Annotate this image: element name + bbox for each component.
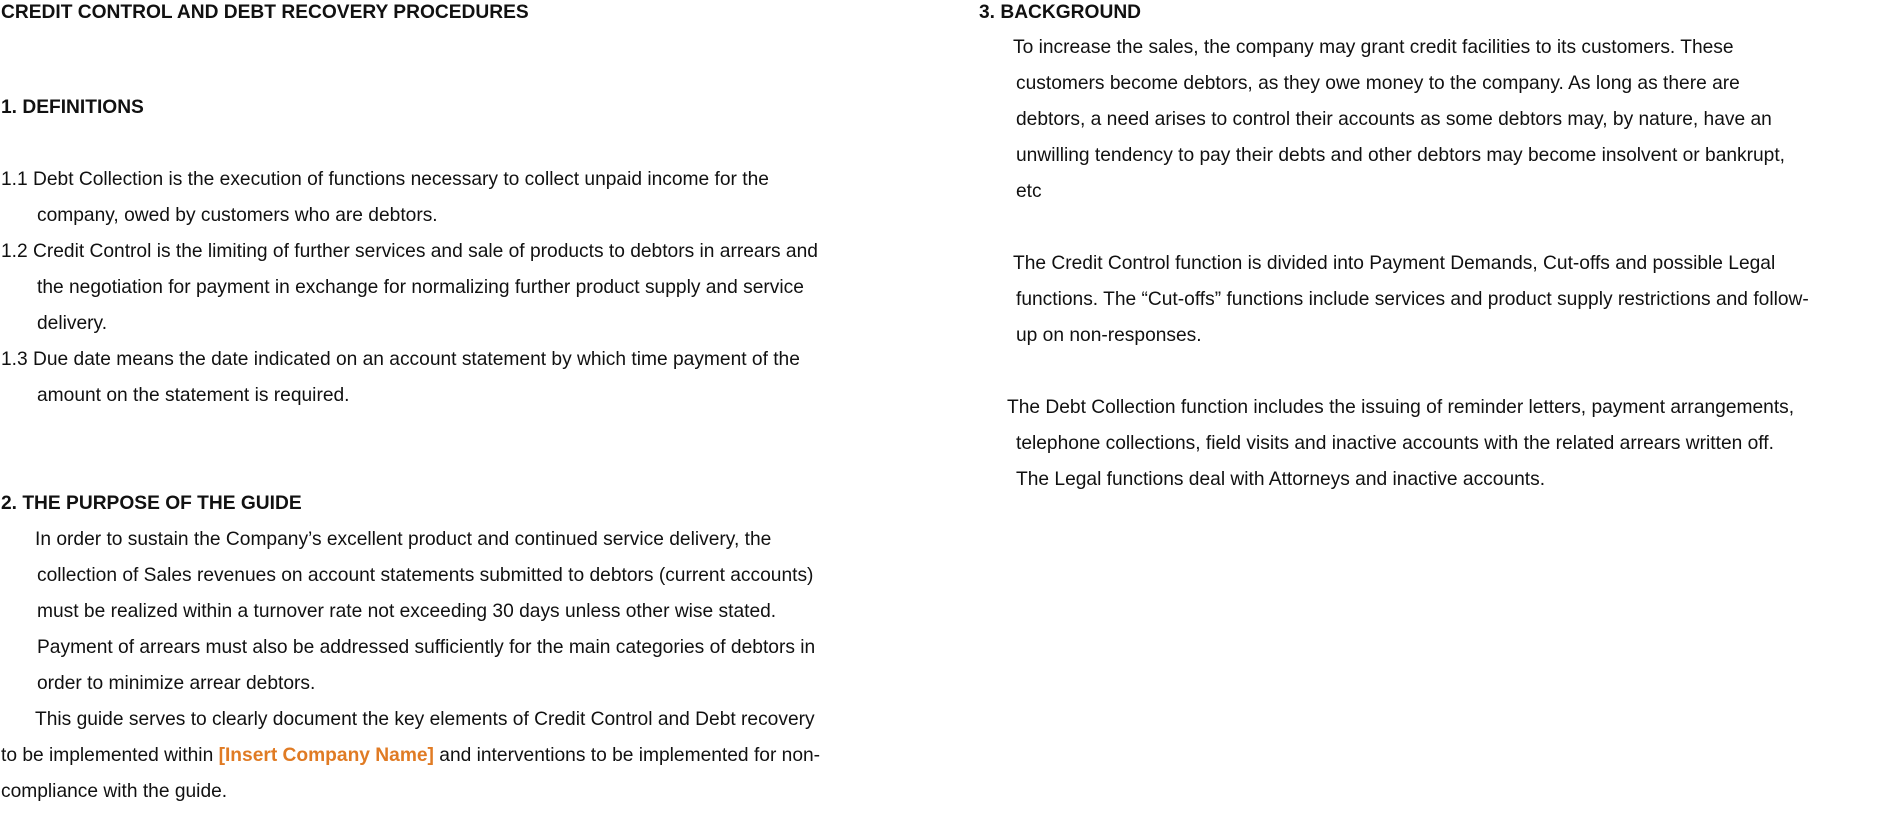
purpose-paragraph-2-text-after: and interventions to be implemented for non- (433, 745, 821, 766)
definition-1-1-line-2: company, owed by customers who are debtors. (37, 205, 438, 226)
purpose-paragraph-2-line-1: This guide serves to clearly document the key elements of Credit Control and Debt recovery (35, 709, 815, 730)
definition-1-1-line-1: 1.1 Debt Collection is the execution of functions necessary to collect unpaid income for the (1, 169, 769, 190)
purpose-paragraph-1-line-1: In order to sustain the Company’s excellent product and continued service delivery, the (35, 529, 772, 550)
background-paragraph-2-line-3: up on non-responses. (1016, 325, 1202, 346)
definition-1-3-line-2: amount on the statement is required. (37, 385, 350, 406)
purpose-paragraph-1-line-5: order to minimize arrear debtors. (37, 673, 316, 694)
background-paragraph-1-line-3: debtors, a need arises to control their accounts as some debtors may, by nature, have an (1016, 109, 1772, 130)
background-paragraph-1-line-4: unwilling tendency to pay their debts and other debtors may become insolvent or bankrupt, (1016, 145, 1786, 166)
definition-1-3-line-1: 1.3 Due date means the date indicated on an account statement by which time payment of the (1, 349, 800, 370)
definition-1-2-line-1: 1.2 Credit Control is the limiting of further services and sale of products to debtors in arrears and (1, 241, 818, 262)
definition-1-2-line-3: delivery. (37, 313, 108, 334)
background-paragraph-1-line-2: customers become debtors, as they owe money to the company. As long as there are (1016, 73, 1740, 94)
background-paragraph-3-line-3: The Legal functions deal with Attorneys and inactive accounts. (1016, 469, 1546, 490)
definition-1-2-line-2: the negotiation for payment in exchange for normalizing further product supply and service (37, 277, 804, 298)
section-heading-background: 3. BACKGROUND (979, 2, 1142, 23)
background-paragraph-1-line-5: etc (1016, 181, 1042, 202)
background-paragraph-2-line-2: functions. The “Cut-offs” functions include services and product supply restrictions and follow- (1016, 289, 1809, 310)
purpose-paragraph-1-line-4: Payment of arrears must also be addressed sufficiently for the main categories of debtors in (37, 637, 816, 658)
purpose-paragraph-1-line-2: collection of Sales revenues on account statements submitted to debtors (current accounts) (37, 565, 814, 586)
purpose-paragraph-1-line-3: must be realized within a turnover rate not exceeding 30 days unless other wise stated. (37, 601, 777, 622)
document-title: CREDIT CONTROL AND DEBT RECOVERY PROCEDURES (1, 2, 529, 23)
background-paragraph-3-line-1: The Debt Collection function includes the issuing of reminder letters, payment arrangements, (1007, 397, 1795, 418)
company-name-placeholder: [Insert Company Name] (218, 745, 434, 766)
purpose-paragraph-2-text-before: to be implemented within (1, 745, 219, 766)
purpose-paragraph-2-line-3: compliance with the guide. (1, 781, 228, 802)
section-heading-purpose: 2. THE PURPOSE OF THE GUIDE (1, 493, 302, 514)
purpose-paragraph-2-line-2 (1, 738, 820, 774)
background-paragraph-3-line-2: telephone collections, field visits and inactive accounts with the related arrears written off. (1016, 433, 1774, 454)
background-paragraph-1-line-1: To increase the sales, the company may grant credit facilities to its customers. These (1013, 37, 1734, 58)
background-paragraph-2-line-1: The Credit Control function is divided into Payment Demands, Cut-offs and possible Legal (1013, 253, 1776, 274)
section-heading-definitions: 1. DEFINITIONS (1, 97, 144, 118)
